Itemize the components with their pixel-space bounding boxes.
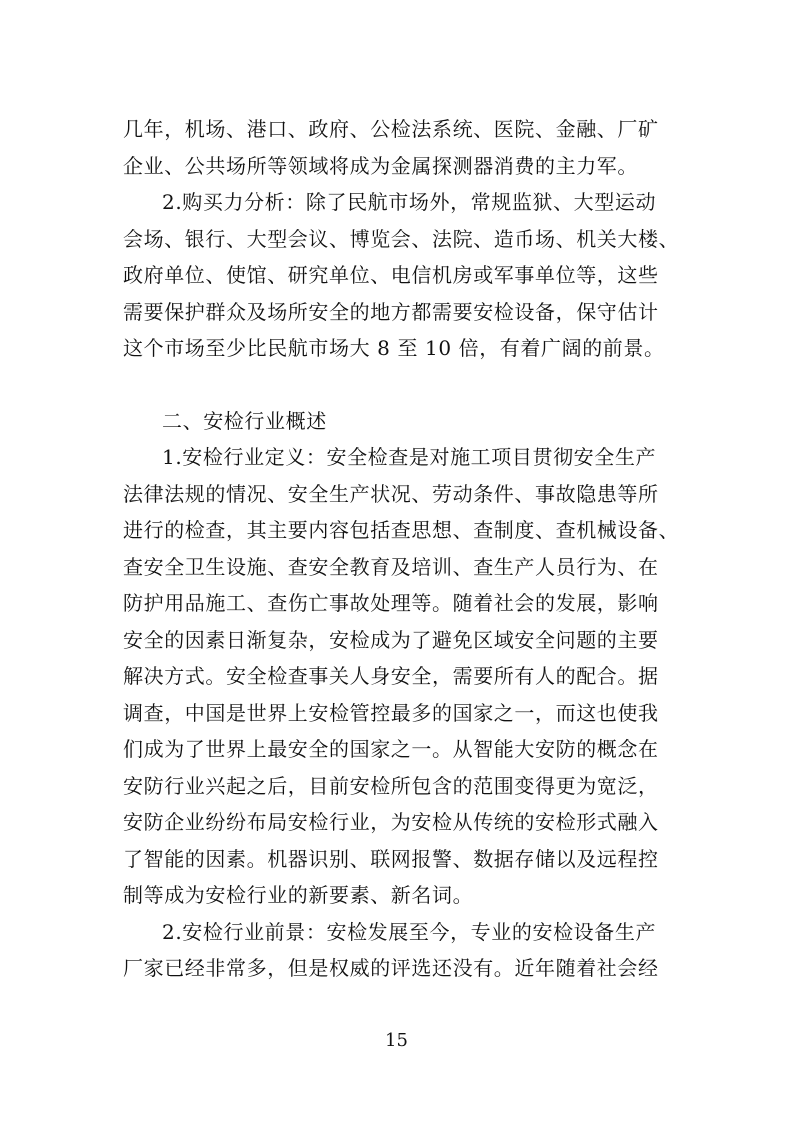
text-line: 防护用品施工、查伤亡事故处理等。随着社会的发展，影响	[123, 591, 659, 615]
paragraph-first-line: 2.安检行业前景：安检发展至今，专业的安检设备生产	[162, 920, 657, 944]
text-line: 这个市场至少比民航市场大 8 至 10 倍，有着广阔的前景。	[123, 336, 665, 360]
text-line: 调查，中国是世界上安检管控最多的国家之一，而这也使我	[123, 701, 659, 725]
text-line: 企业、公共场所等领域将成为金属探测器消费的主力军。	[123, 154, 638, 178]
text-line: 解决方式。安全检查事关人身安全，需要所有人的配合。据	[123, 664, 659, 688]
paragraph-first-line: 1.安检行业定义：安全检查是对施工项目贯彻安全生产	[162, 445, 657, 469]
text-line: 安防行业兴起之后，目前安检所包含的范围变得更为宽泛，	[123, 774, 659, 798]
text-line: 几年，机场、港口、政府、公检法系统、医院、金融、厂矿	[123, 117, 659, 141]
text-line: 需要保护群众及场所安全的地方都需要安检设备，保守估计	[123, 300, 659, 324]
text-line: 进行的检查，其主要内容包括查思想、查制度、查机械设备、	[123, 518, 680, 542]
section-heading: 二、安检行业概述	[162, 409, 327, 433]
text-line: 了智能的因素。机器识别、联网报警、数据存储以及远程控	[123, 847, 659, 871]
text-line: 们成为了世界上最安全的国家之一。从智能大安防的概念在	[123, 737, 659, 761]
text-line: 查安全卫生设施、查安全教育及培训、查生产人员行为、在	[123, 555, 659, 579]
text-line: 法律法规的情况、安全生产状况、劳动条件、事故隐患等所	[123, 482, 659, 506]
text-line: 厂家已经非常多，但是权威的评选还没有。近年随着社会经	[123, 956, 659, 980]
text-line: 政府单位、使馆、研究单位、电信机房或军事单位等，这些	[123, 263, 659, 287]
text-line: 安防企业纷纷布局安检行业，为安检从传统的安检形式融入	[123, 810, 659, 834]
page-number: 15	[385, 1030, 408, 1051]
text-line: 会场、银行、大型会议、博览会、法院、造币场、机关大楼、	[123, 227, 680, 251]
text-line: 制等成为安检行业的新要素、新名词。	[123, 883, 474, 907]
text-line: 安全的因素日渐复杂，安检成为了避免区域安全问题的主要	[123, 628, 659, 652]
paragraph-first-line: 2.购买力分析：除了民航市场外，常规监狱、大型运动	[162, 190, 657, 214]
